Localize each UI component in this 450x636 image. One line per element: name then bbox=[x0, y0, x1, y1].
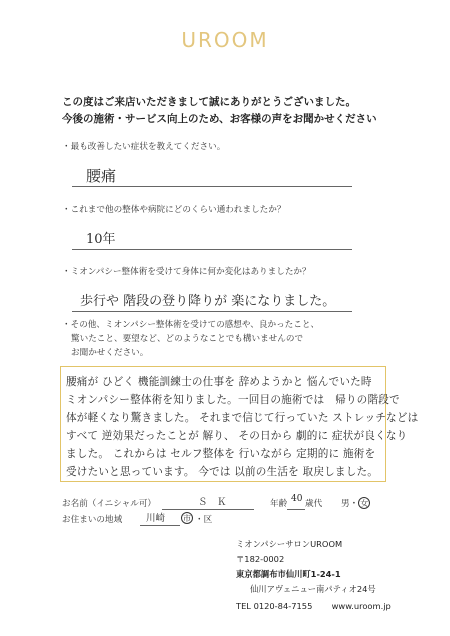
age-underline bbox=[287, 509, 305, 510]
age-label: 年齢 bbox=[270, 499, 288, 509]
question-4-line-1: ・その他、ミオンパシー整体術を受けての感想や、良かったこと、 bbox=[62, 320, 320, 330]
comment-line-5: ました。 これからは セルフ整体を 行いながら 定期的に 施術を bbox=[66, 448, 376, 460]
question-1-label: ・最も改善したい症状を教えてください。 bbox=[62, 142, 226, 152]
question-4-label bbox=[62, 318, 319, 360]
gender-female-circled: 女 bbox=[360, 499, 369, 508]
question-4-line-2: 驚いたこと、要望など、どのようなことでも構いませんので bbox=[71, 334, 304, 344]
question-2-label: ・これまで他の整体や病院にどのくらい通われましたか？ bbox=[62, 205, 286, 215]
question-1-answer: 腰痛 bbox=[86, 167, 117, 185]
question-3-underline bbox=[72, 311, 352, 312]
brand-logo: UROOM bbox=[181, 28, 269, 52]
salon-postal: 〒182-0002 bbox=[236, 554, 285, 564]
area-underline bbox=[140, 525, 180, 526]
salon-address-1: 東京都調布市仙川町1-24-1 bbox=[236, 569, 341, 579]
age-unit: 歳代 bbox=[305, 499, 323, 509]
intro-text bbox=[62, 94, 402, 128]
comment-line-1: 腰痛が ひどく 機能訓練士の仕事を 辞めようかと 悩んでいた時 bbox=[66, 376, 372, 388]
name-underline bbox=[162, 509, 254, 510]
area-suffix: ・区 bbox=[195, 515, 213, 525]
gender-options bbox=[341, 497, 370, 509]
area-value: 川崎 bbox=[146, 513, 166, 524]
intro-line-2: 今後の施術・サービス向上のため、お客様の声をお聞かせください bbox=[62, 113, 377, 125]
comment-line-3: 体が軽くなり驚きました。 それまで信じて行っていた ストレッチなどは bbox=[66, 412, 419, 424]
question-2-answer: 10年 bbox=[86, 232, 116, 247]
salon-url[interactable]: www.uroom.jp bbox=[331, 601, 391, 611]
question-4-line-3: お聞かせください。 bbox=[71, 348, 149, 358]
comment-line-2: ミオンパシー整体術を知りました。一回目の施術では 帰りの階段で bbox=[66, 394, 400, 406]
age-value: 40 bbox=[291, 494, 303, 504]
intro-line-1: この度はご来店いただきまして誠にありがとうございました。 bbox=[62, 96, 356, 108]
name-label: お名前（イニシャル可） bbox=[62, 499, 157, 509]
name-value: Ｓ Ｋ bbox=[198, 497, 227, 508]
question-2-underline bbox=[72, 249, 352, 250]
salon-info bbox=[236, 537, 446, 614]
question-3-label: ・ミオンパシー整体術を受けて身体に何か変化はありましたか？ bbox=[62, 267, 311, 277]
area-label: お住まいの地域 bbox=[62, 515, 123, 525]
comment-line-4: すべて 逆効果だったことが 解り、 その日から 劇的に 症状が良くなり bbox=[66, 430, 408, 442]
question-3-answer: 歩行や 階段の登り降りが 楽になりました。 bbox=[80, 294, 336, 309]
comment-line-6: 受けたいと思っています。 今では 以前の生活を 取戻しました。 bbox=[66, 466, 379, 478]
salon-name: ミオンパシーサロンUROOM bbox=[236, 539, 343, 549]
gender-male: 男・ bbox=[341, 499, 359, 509]
question-1-underline bbox=[72, 186, 352, 187]
salon-tel: TEL 0120-84-7155 bbox=[236, 601, 313, 611]
area-city-circled: 市 bbox=[183, 514, 191, 523]
salon-address-2: 仙川アヴェニュー南パティオ24号 bbox=[250, 584, 376, 594]
